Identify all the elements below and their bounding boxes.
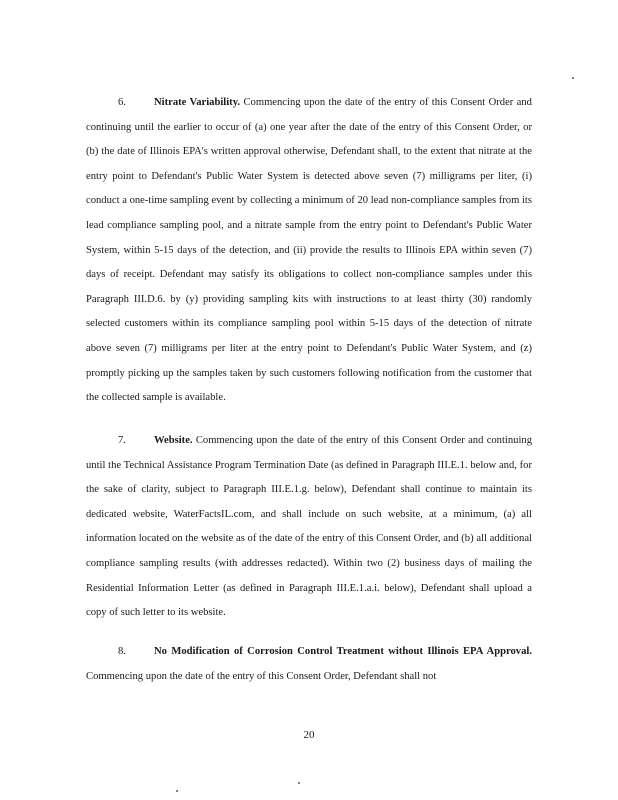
scan-speck (572, 77, 574, 79)
paragraph-6-number: 6. (118, 97, 126, 108)
page-number: 20 (303, 729, 315, 741)
paragraph-8-body: Commencing upon the date of the entry of this Consent Order, Defendant shall not (86, 670, 437, 682)
paragraph-8-heading: No Modification of Corrosion Control Treatment without Illinois EPA Approval. (154, 646, 532, 657)
paragraph-6 (86, 91, 532, 411)
scan-speck (298, 782, 300, 784)
paragraph-8-number: 8. (118, 646, 126, 657)
paragraph-8 (86, 640, 532, 689)
paragraph-7 (86, 429, 532, 626)
paragraph-7-number: 7. (118, 435, 126, 446)
paragraph-7-body: Commencing upon the date of the entry of this Consent Order and continuing until the Technical Assistance Program Termination Date (as defined in Paragraph III.E.1. below and, for the sake of clarity, subject to Paragraph III.E.1.g. below), Defendant shall continue to maintain its dedicated website, WaterFactsIL.com, and shall include on such website, at a minimum, (a) all information located on the website as of the date of the entry of this Consent Order, and (b) all additional compliance sampling results (with addresses redacted). Within two (2) business days of mailing the Residential Information Letter (as defined in Paragraph III.E.1.a.i. below), Defendant shall upload a copy of such letter to its website. (86, 435, 533, 619)
paragraph-6-body: Commencing upon the date of the entry of this Consent Order and continuing until the earlier to occur of (a) one year after the date of the entry of this Consent Order, or (b) the date of Illinois EPA's written approval otherwise, Defendant shall, to the extent that nitrate at the entry point to Defendant's Public Water System is detected above seven (7) milligrams per liter, (i) conduct a one-time sampling event by collecting a minimum of 20 lead non-compliance samples from its lead compliance sampling pool, and a nitrate sample from the entry point to Defendant's Public Water System, within 5-15 days of the detection, and (ii) provide the results to Illinois EPA within seven (7) days of receipt. Defendant may satisfy its obligations to collect non-compliance samples under this Paragraph III.D.6. by (y) providing sampling kits with instructions to at least thirty (30) randomly selected customers within its compliance sampling pool within 5-15 days of the detection of nitrate above seven (7) milligrams per liter at the entry point to Defendant's Public Water System, and (z) promptly picking up the samples taken by such customers following notification from the customer that the collected sample is available. (86, 97, 532, 404)
paragraph-7-heading: Website. (154, 435, 193, 446)
scan-speck (176, 790, 178, 792)
paragraph-6-heading: Nitrate Variability. (154, 97, 241, 108)
